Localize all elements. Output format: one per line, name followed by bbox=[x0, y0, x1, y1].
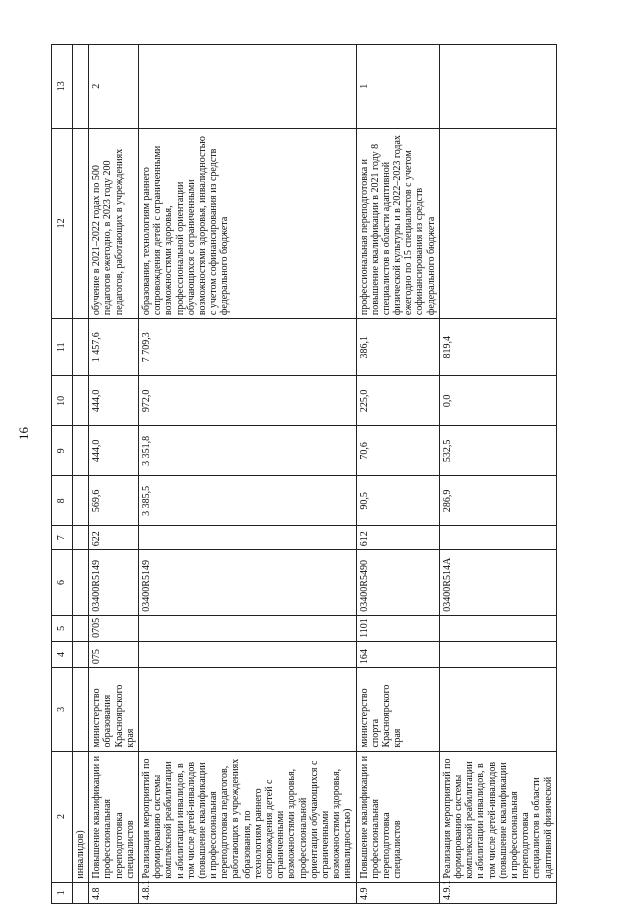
row-number-cell: 4.9 bbox=[356, 882, 439, 903]
result-cell: профессиональная переподготовка и повышение квалификации в 2021 году 8 специалистов в области адаптивной физической культуры и в 2022–2023 годах ежегодно по 15 специалистов с учетом софинансирования из средств федерального бюджета bbox=[356, 128, 439, 319]
header-cell: 6 bbox=[52, 550, 73, 616]
note-cell bbox=[138, 45, 356, 129]
header-cell: 2 bbox=[52, 751, 73, 882]
header-cell: 12 bbox=[52, 128, 73, 319]
value-cell: 444,0 bbox=[89, 426, 139, 476]
header-cell: 7 bbox=[52, 526, 73, 550]
expense-type-cell bbox=[439, 526, 556, 550]
code-cell bbox=[439, 641, 556, 667]
header-cell: 9 bbox=[52, 426, 73, 476]
target-article-cell: 03400R5149 bbox=[138, 550, 356, 616]
page-number: 16 bbox=[16, 427, 31, 440]
total-cell: 819,4 bbox=[439, 319, 556, 376]
total-cell bbox=[73, 319, 89, 376]
section-cell bbox=[73, 615, 89, 641]
value-cell: 3 385,5 bbox=[138, 476, 356, 526]
table-row bbox=[138, 45, 356, 904]
result-cell bbox=[73, 128, 89, 319]
code-cell: 075 bbox=[89, 641, 139, 667]
header-cell: 13 bbox=[52, 45, 73, 129]
result-cell: образования, технологиям раннего сопровождения детей с ограниченными возможностями здоровья, профессиональной ориентации обучающихся с ограниченными возможностями здоровья, инвалидностью с учетом софинансирования из средств федерального бюджета bbox=[138, 128, 356, 319]
rotated-table-sheet bbox=[51, 44, 593, 904]
table-row bbox=[89, 45, 139, 904]
value-cell: 286,9 bbox=[439, 476, 556, 526]
header-cell: 1 bbox=[52, 882, 73, 903]
value-cell: 225,0 bbox=[356, 376, 439, 426]
section-cell: 1101 bbox=[356, 615, 439, 641]
header-cell: 10 bbox=[52, 376, 73, 426]
row-number-cell bbox=[73, 882, 89, 903]
value-cell: 532,5 bbox=[439, 426, 556, 476]
result-cell: обучение в 2021–2022 годах по 500 педагогов ежегодно, в 2023 году 200 педагогов, работающих в учреждениях bbox=[89, 128, 139, 319]
row-number-cell: 4.8.1 bbox=[138, 882, 356, 903]
executor-cell: министерство спорта Красноярского края bbox=[356, 668, 439, 751]
code-cell: 164 bbox=[356, 641, 439, 667]
table-row bbox=[439, 45, 556, 904]
target-article-cell bbox=[73, 550, 89, 616]
target-article-cell: 03400R5149 bbox=[89, 550, 139, 616]
table-row bbox=[73, 45, 89, 904]
value-cell: 0,0 bbox=[439, 376, 556, 426]
section-cell bbox=[138, 615, 356, 641]
row-number-cell: 4.9.1 bbox=[439, 882, 556, 903]
row-number-cell: 4.8 bbox=[89, 882, 139, 903]
total-cell: 7 709,3 bbox=[138, 319, 356, 376]
measure-name-cell: Реализация мероприятий по формированию системы комплексной реабилитации и абилитации инвалидов, в том числе детей-инвалидов (повышение квалификации и профессиональная переподготовка специалистов в области адаптивной физической bbox=[439, 751, 556, 882]
table-row bbox=[356, 45, 439, 904]
code-cell bbox=[73, 641, 89, 667]
note-cell: 1 bbox=[356, 45, 439, 129]
value-cell: 70,6 bbox=[356, 426, 439, 476]
target-article-cell: 03400R514А bbox=[439, 550, 556, 616]
expense-type-cell: 612 bbox=[356, 526, 439, 550]
executor-cell: министерство образования Красноярского края bbox=[89, 668, 139, 751]
note-cell bbox=[73, 45, 89, 129]
header-cell: 4 bbox=[52, 641, 73, 667]
measure-name-cell: Повышение квалификации и профессиональная переподготовка специалистов bbox=[89, 751, 139, 882]
measure-name-cell: Повышение квалификации и профессиональная переподготовка специалистов bbox=[356, 751, 439, 882]
measure-name-cell: Реализация мероприятий по формированию системы комплексной реабилитации и абилитации инвалидов, в том числе детей-инвалидов (повышение квалификации и профессиональная переподготовка педагогов, работающих в учреждениях образования, по технологиям раннего сопровождения детей с ограниченными возможностями здоровья, профессиональной ориентации обучающихся с ограниченными возможностями здоровья, инвалидностью) bbox=[138, 751, 356, 882]
executor-cell bbox=[138, 668, 356, 751]
note-cell bbox=[439, 45, 556, 129]
result-cell bbox=[439, 128, 556, 319]
target-article-cell: 03400R5490 bbox=[356, 550, 439, 616]
section-cell: 0705 bbox=[89, 615, 139, 641]
expense-type-cell: 622 bbox=[89, 526, 139, 550]
value-cell: 569,6 bbox=[89, 476, 139, 526]
total-cell: 1 457,6 bbox=[89, 319, 139, 376]
table-header-row bbox=[52, 45, 73, 904]
header-cell: 8 bbox=[52, 476, 73, 526]
value-cell bbox=[73, 476, 89, 526]
measure-name-cell: инвалидов) bbox=[73, 751, 89, 882]
value-cell bbox=[73, 376, 89, 426]
header-cell: 5 bbox=[52, 615, 73, 641]
value-cell: 90,5 bbox=[356, 476, 439, 526]
value-cell bbox=[73, 426, 89, 476]
program-table bbox=[51, 44, 557, 904]
total-cell: 386,1 bbox=[356, 319, 439, 376]
value-cell: 972,0 bbox=[138, 376, 356, 426]
header-cell: 3 bbox=[52, 668, 73, 751]
expense-type-cell bbox=[138, 526, 356, 550]
value-cell: 3 351,8 bbox=[138, 426, 356, 476]
value-cell: 444,0 bbox=[89, 376, 139, 426]
executor-cell bbox=[439, 668, 556, 751]
executor-cell bbox=[73, 668, 89, 751]
header-cell: 11 bbox=[52, 319, 73, 376]
section-cell bbox=[439, 615, 556, 641]
code-cell bbox=[138, 641, 356, 667]
expense-type-cell bbox=[73, 526, 89, 550]
note-cell: 2 bbox=[89, 45, 139, 129]
